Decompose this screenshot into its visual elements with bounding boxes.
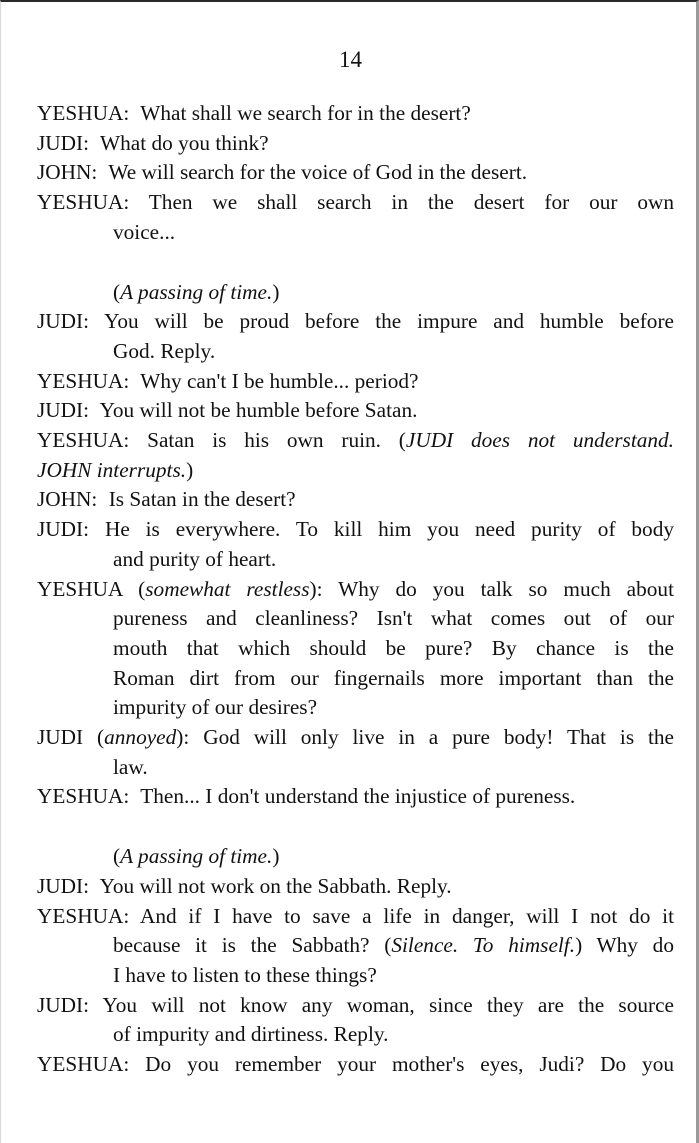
dialogue-text: You will be proud before the impure and humble before (104, 309, 674, 334)
dialogue-text: Then we shall search in the desert for our own (148, 190, 674, 215)
spacer (37, 248, 674, 278)
stage-direction-text: somewhat restless (145, 576, 310, 601)
dialogue-line (37, 99, 674, 129)
stage-direction-text: A passing of time. (120, 279, 273, 304)
dialogue-text: God will only live in a pure body! That is the (203, 725, 675, 750)
dialogue-text: Why can't I be humble... period? (140, 368, 419, 393)
dialogue-text: Why do you talk so much about (338, 576, 674, 601)
dialogue-line (37, 396, 674, 426)
dialogue-continuation: Roman dirt from our fingernails more important than the (113, 665, 674, 690)
speaker-name: JUDI: (37, 992, 90, 1017)
speaker-name: JOHN: (37, 160, 98, 185)
speaker-name: YESHUA: (37, 784, 130, 809)
dialogue-line (37, 129, 674, 159)
dialogue-text: You will not know any woman, since they are the source (102, 992, 674, 1017)
dialogue-text: Satan is his own ruin. (147, 428, 381, 453)
dialogue-line (37, 188, 674, 218)
speaker-name: YESHUA: (37, 101, 130, 125)
dialogue-text: Is Satan in the desert? (108, 487, 296, 512)
dialogue-text: Do you remember your mother's eyes, Judi? Do you (145, 1052, 675, 1077)
dialogue-text: What do you think? (100, 130, 269, 155)
page-number: 14 (339, 47, 362, 72)
speaker-name: JUDI: (37, 873, 90, 898)
dialogue-text: And if I have to save a life in danger, will I not do it (139, 903, 674, 928)
dialogue-line (37, 367, 674, 397)
speaker-name: YESHUA: (37, 903, 130, 928)
dialogue-continuation: law. (113, 754, 148, 779)
dialogue-text: Then... I don't understand the injustice of pureness. (140, 784, 576, 809)
dialogue-continuation: mouth that which should be pure? By chance is the (113, 635, 674, 660)
dialogue-continuation: because it is the Sabbath? (Silence. To himself.) Why do (113, 933, 674, 958)
dialogue-continuation: JOHN interrupts.) (37, 457, 194, 482)
dialogue-text: What shall we search for in the desert? (140, 101, 471, 125)
dialogue-line (37, 872, 674, 902)
dialogue-continuation: I have to listen to these things? (113, 962, 377, 987)
dialogue-line: JUDI (annoyed): God will only live in a pure body! That is the (37, 725, 675, 750)
stage-direction-text: A passing of time. (120, 844, 273, 869)
dialogue-line (37, 991, 674, 1021)
dialogue-line (37, 515, 674, 545)
dialogue-continuation: of impurity and dirtiness. Reply. (113, 1022, 389, 1047)
speaker-name: YESHUA: (37, 1052, 130, 1077)
stage-direction-text: JOHN interrupts. (37, 457, 187, 482)
dialogue-line (37, 1050, 674, 1080)
dialogue-continuation: impurity of our desires? (113, 695, 318, 720)
dialogue-text: You will not be humble before Satan. (99, 398, 418, 423)
dialogue-line (37, 307, 674, 337)
speaker-name: JUDI (37, 725, 84, 750)
speaker-name: JUDI: (37, 130, 90, 155)
dialogue-continuation: God. Reply. (113, 338, 216, 363)
speaker-name: JUDI: (37, 517, 90, 542)
dialogue-continuation: pureness and cleanliness? Isn't what comes out of our (113, 606, 674, 631)
speaker-name: YESHUA (37, 576, 123, 601)
speaker-name: YESHUA: (37, 368, 130, 393)
dialogue-line: YESHUA: Satan is his own ruin. (JUDI does not understand. (37, 428, 675, 453)
dialogue-text: You will not work on the Sabbath. Reply. (99, 873, 452, 898)
stage-direction-text: annoyed (104, 725, 177, 750)
dialogue-line: YESHUA (somewhat restless): Why do you talk so much about (37, 576, 674, 601)
speaker-name: JOHN: (37, 487, 98, 512)
speaker-name: JUDI: (37, 398, 90, 423)
dialogue-text: We will search for the voice of God in the desert. (108, 160, 528, 185)
dialogue-continuation: voice... (113, 219, 176, 244)
dialogue-line (37, 485, 674, 515)
dialogue-text: He is everywhere. To kill him you need purity of body (104, 517, 674, 542)
speaker-name: YESHUA: (37, 190, 130, 215)
speaker-name: YESHUA: (37, 428, 130, 453)
dialogue-line (37, 158, 674, 188)
spacer (37, 812, 674, 842)
stage-direction: (A passing of time.) (113, 844, 280, 869)
stage-direction-text: Silence. To himself. (391, 933, 576, 958)
stage-direction: (A passing of time.) (113, 279, 280, 304)
script-text (37, 99, 674, 1080)
dialogue-line (37, 782, 674, 812)
speaker-name: JUDI: (37, 309, 90, 334)
stage-direction-text: JUDI does not understand. (405, 428, 675, 453)
dialogue-line (37, 902, 674, 932)
dialogue-continuation: and purity of heart. (113, 546, 277, 571)
